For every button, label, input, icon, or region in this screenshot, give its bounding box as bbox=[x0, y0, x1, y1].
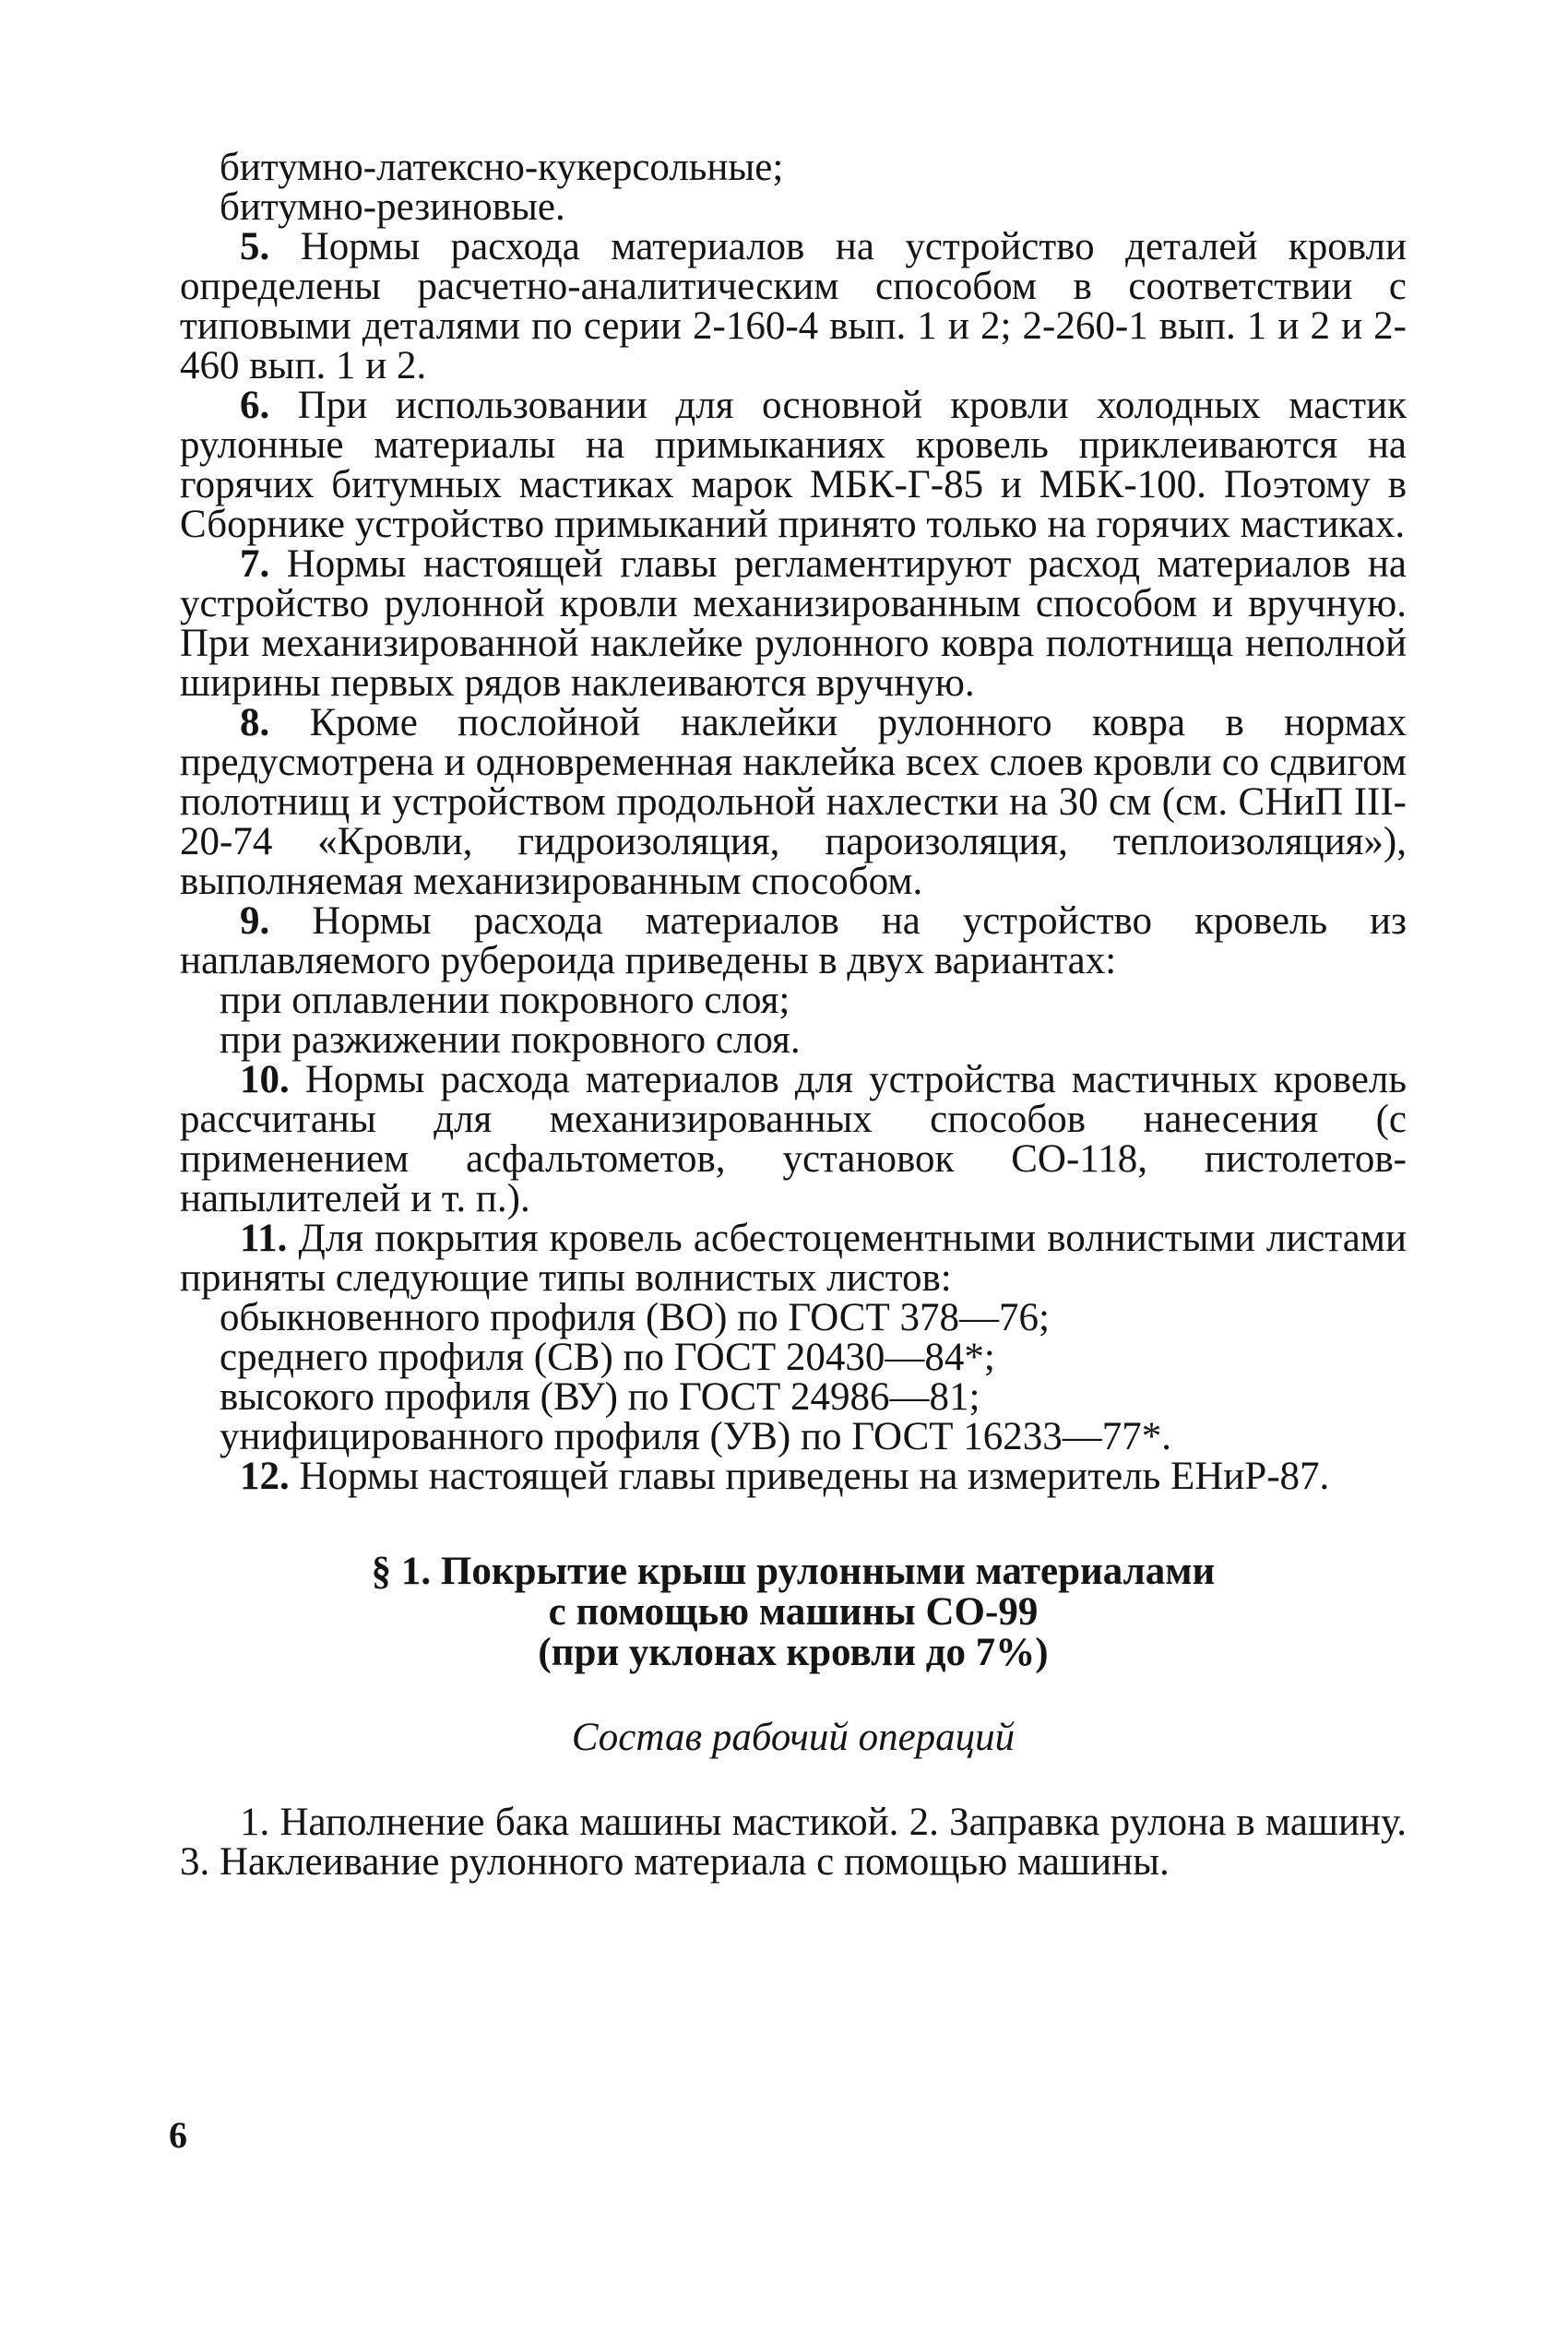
sheet-type-line: унифицированного профиля (УВ) по ГОСТ 16233—77*. bbox=[220, 1415, 1172, 1458]
section-title-line: с помощью машины СО-99 bbox=[548, 1590, 1039, 1634]
section-heading bbox=[180, 1552, 1407, 1673]
intro-line: битумно-резиновые. bbox=[220, 185, 565, 229]
item-11 bbox=[180, 1219, 1407, 1298]
item-8 bbox=[180, 703, 1407, 901]
section-body: 1. Наполнение бака машины мастикой. 2. Заправка рулона в машину. 3. Наклеивание рулонного материала с помощью машины. bbox=[180, 1801, 1407, 1884]
section-title-line: § 1. Покрытие крыш рулонными материалами bbox=[371, 1550, 1216, 1593]
item-number: 7. bbox=[240, 542, 270, 586]
item-number: 11. bbox=[240, 1217, 288, 1260]
item-number: 6. bbox=[240, 384, 270, 427]
item-number: 9. bbox=[240, 899, 270, 943]
variant-line: при разжижении покровного слоя. bbox=[220, 1018, 801, 1062]
item-number: 5. bbox=[240, 225, 270, 268]
intro-line: битумно-латексно-кукерсольные; bbox=[220, 146, 784, 189]
item-12 bbox=[180, 1457, 1407, 1496]
item-text: Для покрытия кровель асбестоцементными волнистыми листами приняты следующие типы волнистых листов: bbox=[180, 1217, 1408, 1300]
item-text: Кроме послойной наклейки рулонного ковра в нормах предусмотрена и одновременная наклейка всех слоев кровли со сдвигом полотнищ и устройством продольной нахлестки на 30 см (см. СНиП III-20-74 «Кровли, гидроизоляция, пароизоляция, теплоизоляция»), выполняемая механизированным способом. bbox=[180, 701, 1407, 903]
page-number: 6 bbox=[169, 2114, 187, 2156]
section-title-line: (при уклонах кровли до 7%) bbox=[538, 1631, 1049, 1674]
item-text: Нормы настоящей главы регламентируют расход материалов на устройство рулонной кровли механизированным способом и вручную. При механизированной наклейке рулонного ковра полотнища неполной ширины первых рядов наклеиваются вручную. bbox=[180, 542, 1408, 705]
item-6 bbox=[180, 386, 1407, 544]
sheet-type-line: среднего профиля (СВ) по ГОСТ 20430—84*; bbox=[220, 1336, 995, 1379]
item-text: Нормы расхода материалов для устройства мастичных кровель рассчитаны для механизированных способов нанесения (с применением асфальтометов, установок СО-118, пистолетов-напылителей и т. п.). bbox=[180, 1058, 1407, 1220]
item-text: Нормы расхода материалов на устройство деталей кровли определены расчетно-аналитическим способом в соответствии с типовыми деталями по серии 2-160-4 вып. 1 и 2; 2-260-1 вып. 1 и 2 и 2-460 вып. 1 и 2. bbox=[180, 225, 1407, 387]
item-7 bbox=[180, 544, 1407, 703]
item-text: При использовании для основной кровли холодных мастик рулонные материалы на примыканиях кровель приклеиваются на горячих битумных мастиках марок МБК-Г-85 и МБК-100. Поэтому в Сборнике устройство примыканий принято только на горячих мастиках. bbox=[180, 384, 1408, 546]
section-subtitle: Состав рабочий операций bbox=[571, 1716, 1016, 1759]
item-number: 12. bbox=[240, 1455, 290, 1498]
item-5 bbox=[180, 227, 1407, 386]
item-text: Нормы расхода материалов на устройство кровель из наплавляемого рубероида приведены в двух вариантах: bbox=[180, 899, 1407, 982]
item-9 bbox=[180, 901, 1407, 981]
item-10 bbox=[180, 1060, 1407, 1219]
page-content bbox=[180, 148, 1407, 1882]
item-text: Нормы настоящей главы приведены на измеритель ЕНиР-87. bbox=[299, 1455, 1330, 1498]
item-number: 8. bbox=[240, 701, 270, 744]
item-number: 10. bbox=[240, 1058, 290, 1101]
sheet-type-line: обыкновенного профиля (ВО) по ГОСТ 378—76; bbox=[220, 1296, 1050, 1339]
sheet-type-line: высокого профиля (ВУ) по ГОСТ 24986—81; bbox=[220, 1375, 980, 1419]
variant-line: при оплавлении покровного слоя; bbox=[220, 979, 790, 1022]
